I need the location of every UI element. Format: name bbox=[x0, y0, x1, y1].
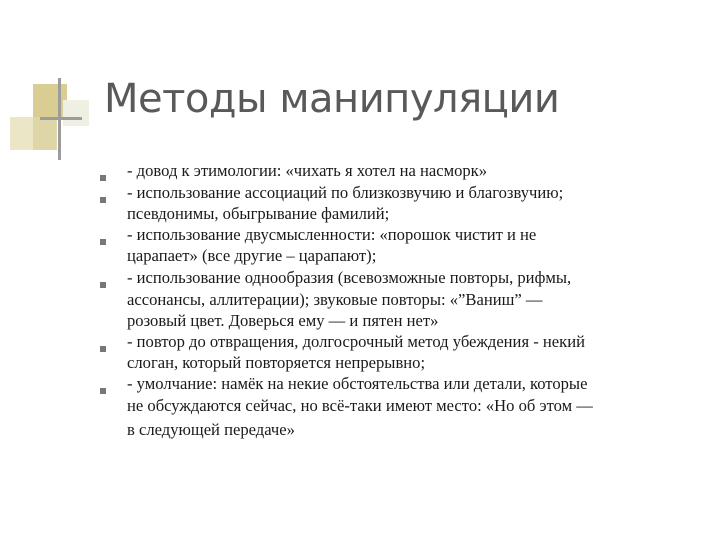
bullet-marker bbox=[100, 239, 106, 245]
bullet-marker bbox=[100, 282, 106, 288]
bullet-line: - использование однообразия (всевозможные повторы, рифмы, bbox=[127, 268, 572, 287]
bullet-line: - использование ассоциаций по близкозвучию и благозвучию; bbox=[127, 183, 564, 202]
bullet-line: - умолчание: намёк на некие обстоятельства или детали, которые bbox=[127, 374, 588, 393]
bullet-line: - повтор до отвращения, долгосрочный метод убеждения - некий bbox=[127, 332, 585, 351]
deco-square-light bbox=[63, 100, 89, 126]
deco-square-olive bbox=[33, 84, 67, 118]
bullet-line: розовый цвет. Доверься ему — и пятен нет» bbox=[127, 311, 439, 330]
bullet-line: - довод к этимологии: «чихать я хотел на насморк» bbox=[127, 161, 488, 180]
bullet-line: слоган, который повторяется непрерывно; bbox=[127, 353, 426, 372]
bullet-marker bbox=[100, 175, 106, 181]
bullet-line: в следующей передаче» bbox=[127, 420, 295, 439]
bullet-line: - использование двусмысленности: «порошок чистит и не bbox=[127, 225, 537, 244]
slide-title: Методы манипуляции bbox=[104, 76, 560, 122]
bullet-line: царапает» (все другие – царапают); bbox=[127, 246, 377, 265]
bullet-line: псевдонимы, обыгрывание фамилий; bbox=[127, 204, 390, 223]
deco-square-tan bbox=[33, 117, 57, 150]
bullet-marker bbox=[100, 388, 106, 394]
bullet-line: не обсуждаются сейчас, но всё-таки имеют место: «Но об этом — bbox=[127, 396, 593, 415]
bullet-marker bbox=[100, 346, 106, 352]
decorative-logo bbox=[0, 0, 100, 170]
bullet-marker bbox=[100, 197, 106, 203]
deco-horizontal-line bbox=[40, 117, 82, 120]
bullet-line: ассонансы, аллитерации); звуковые повторы: «”Ваниш” — bbox=[127, 290, 543, 309]
